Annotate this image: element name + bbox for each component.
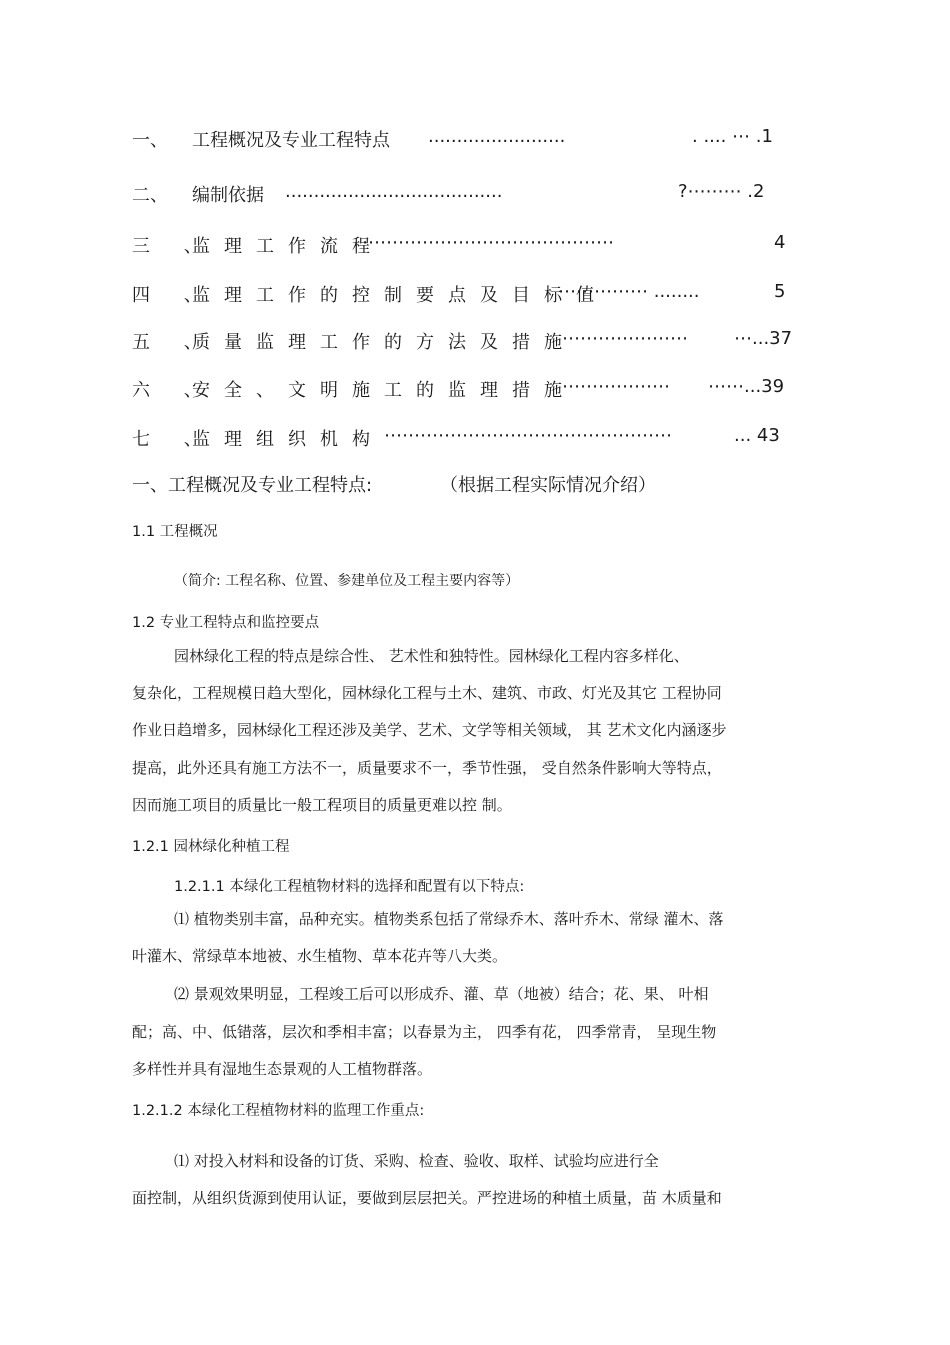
paragraph-line: 提高，此外还具有施工方法不一，质量要求不一，季节性强， 受自然条件影响大等特点，: [132, 759, 722, 777]
paragraph-line: 因而施工项目的质量比一般工程项目的质量更难以控 制。: [132, 796, 512, 814]
paragraph-line: 作业日趋增多，园林绿化工程还涉及美学、艺术、文学等相关领域， 其 艺术文化内涵逐步: [132, 721, 727, 739]
toc-title: 监理组织机构: [192, 429, 384, 450]
toc-number: 七 、: [132, 429, 216, 450]
toc-title: 工程概况及专业工程特点: [192, 130, 390, 151]
list-item-line: ⑴ 植物类别丰富，品种充实。植物类系包括了常绿乔木、落叶乔木、常绿 灌木、落: [174, 910, 724, 928]
toc-leader: ⋯⋯⋯⋯⋯⋯⋯: [562, 328, 688, 349]
section-heading-note: （根据工程实际情况介绍）: [440, 475, 656, 496]
list-item-line: ⑴ 对投入材料和设备的订货、采购、检查、验收、取样、试验均应进行全: [174, 1152, 659, 1170]
toc-page: ... 43: [734, 425, 780, 446]
subsection-note: （简介: 工程名称、位置、参建单位及工程主要内容等）: [174, 573, 520, 589]
subsection-title: 1.2.1.1 本绿化工程植物材料的选择和配置有以下特点:: [174, 879, 525, 895]
toc-page: . .... ⋯ .1: [692, 126, 773, 147]
toc-leader: ........................: [428, 126, 566, 147]
toc-page: 4: [774, 232, 786, 253]
toc-number: 二、: [132, 185, 168, 206]
toc-title: 质量监理工作的方法及措施: [192, 332, 576, 353]
list-item-line: ⑵ 景观效果明显，工程竣工后可以形成乔、灌、草（地被）结合；花、果、 叶相: [174, 985, 709, 1003]
toc-leader: ⋯⋯⋯⋯⋯ ........: [558, 281, 700, 302]
subsection-title: 1.2 专业工程特点和监控要点: [132, 615, 320, 631]
toc-number: 五 、: [132, 332, 216, 353]
toc-number: 四 、: [132, 285, 216, 306]
toc-page: ⋯⋯...39: [708, 376, 785, 397]
list-item-line: 面控制，从组织货源到使用认证，要做到层层把关。严控进场的种植土质量，苗 木质量和: [132, 1189, 722, 1207]
toc-title: 安全、文明施工的监理措施: [192, 380, 576, 401]
list-item-line: 配；高、中、低错落，层次和季相丰富；以春景为主， 四季有花， 四季常青， 呈现生物: [132, 1023, 717, 1041]
paragraph-line: 复杂化，工程规模日趋大型化，园林绿化工程与土木、建筑、市政、灯光及其它 工程协同: [132, 684, 722, 702]
toc-page: 5: [774, 281, 786, 302]
list-item-line: 多样性并具有湿地生态景观的人工植物群落。: [132, 1060, 433, 1078]
section-heading: 一、工程概况及专业工程特点:: [132, 475, 373, 496]
toc-number: 三 、: [132, 236, 216, 257]
toc-leader: ⋯⋯⋯⋯⋯⋯⋯⋯⋯⋯⋯⋯⋯⋯⋯⋯: [384, 425, 672, 446]
toc-page: ?⋯⋯⋯ .2: [678, 181, 765, 202]
toc-number: 一、: [132, 130, 168, 151]
subsection-title: 1.1 工程概况: [132, 524, 218, 540]
list-item-line: 叶灌木、常绿草本地被、水生植物、草本花卉等八大类。: [132, 947, 508, 965]
toc-leader: ⋯⋯⋯⋯⋯⋯⋯⋯⋯⋯⋯⋯⋯⋯: [362, 232, 614, 253]
paragraph-line: 园林绿化工程的特点是综合性、 艺术性和独特性。园林绿化工程内容多样化、: [174, 647, 689, 665]
toc-leader: ⋯⋯⋯⋯⋯⋯: [562, 376, 670, 397]
subsection-title: 1.2.1.2 本绿化工程植物材料的监理工作重点:: [132, 1103, 425, 1119]
toc-title: 编制依据: [192, 185, 264, 206]
toc-page: ⋯...37: [734, 328, 793, 349]
toc-title: 监理工作的控制要点及目标值: [192, 285, 608, 306]
toc-leader: ......................................: [285, 181, 503, 202]
toc-number: 六 、: [132, 380, 216, 401]
subsection-title: 1.2.1 园林绿化种植工程: [132, 839, 290, 855]
toc-title: 监理工作流程: [192, 236, 384, 257]
